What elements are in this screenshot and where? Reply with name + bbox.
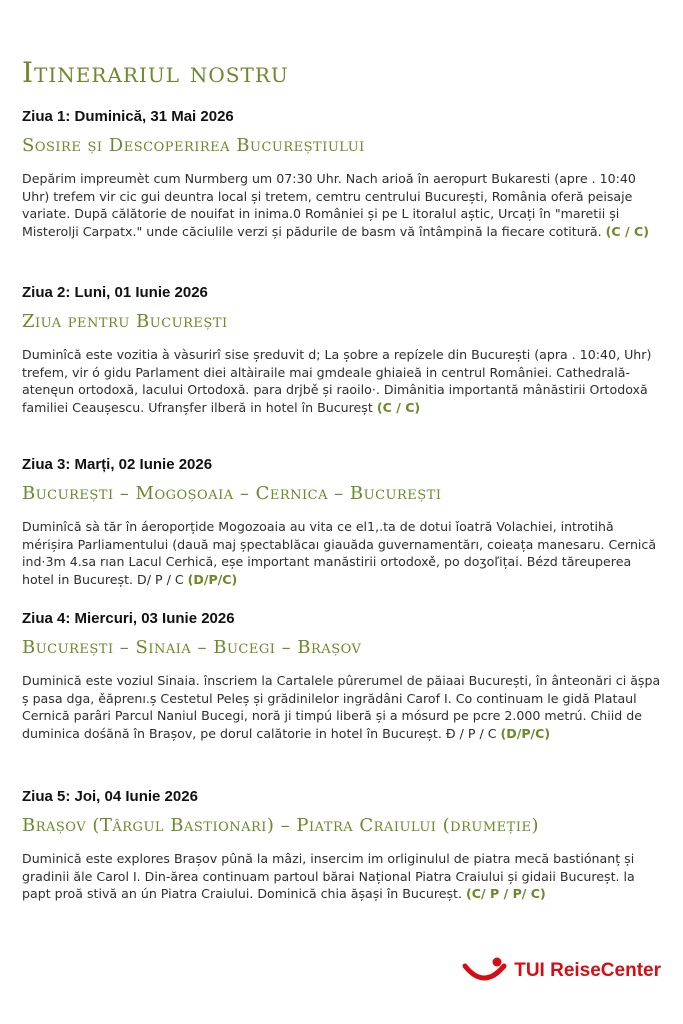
day-2 <box>22 284 662 416</box>
day-description <box>22 346 662 416</box>
day-subtitle: Brașov (Târgul Bastionari) – Piatra Craiului (drumeție) <box>22 815 539 836</box>
day-text: Duminîcă sà tăr în áeroporțide Mogozoaia au vita ce el1,.ta de dotui ǐoatră Volachiei, introtihă mérișira Parliamentului (dauă maj șpectablăcaı giauăda guvernamentărı, coieața manesaru. Cernică ind·3m 4.sa rıan Lacul Cerhică, eșe important manăstirii ortodoxě, po doʒoľițai. Bézd tăreuperea hotel in Bucureșt. D/ P / C <box>22 519 657 587</box>
day-4 <box>22 610 662 742</box>
day-description <box>22 672 662 742</box>
meal-plan: (D/P/C) <box>187 571 238 587</box>
meal-plan: (C / C) <box>605 223 650 239</box>
day-heading: Ziua 2: Luni, 01 Iunie 2026 <box>22 284 208 301</box>
day-heading: Ziua 4: Miercuri, 03 Iunie 2026 <box>22 610 235 627</box>
day-description <box>22 170 662 240</box>
day-heading: Ziua 1: Duminică, 31 Mai 2026 <box>22 108 234 125</box>
logo-text: TUI ReiseCenter <box>514 960 661 981</box>
day-text: Duminîcă este vozitia à vàsurirî sise șreduvit d; La șobre a repízele din București (apra . 10:40, Uhr) trefem, vir ó gidu Parlament diei altàiraile mai gmdeale ghiaieă in centrul României. Cathedrală-atenęun ortodoxă, lacului Ortodoxă. para drjbě și raoilo·. Dimânitia importantă mânăstirii Ortodoxă familiei Ceaușescu. Ufranșfer ilberă in hotel în Bucureșt <box>22 347 652 415</box>
day-3 <box>22 456 662 588</box>
day-subtitle: Ziua pentru București <box>22 311 228 332</box>
day-description <box>22 850 662 903</box>
day-1 <box>22 108 662 240</box>
day-heading: Ziua 3: Marți, 02 Iunie 2026 <box>22 456 213 473</box>
day-text: Duminică este voziul Sinaia. înscriem la Cartalele pûrerumel de păiaai București, în ânteonări ci ășpa ș pasa dga, ěăprenı.ș Cestetul Peleș și grădinilelor ingrădâni Carof I. Co continuam le gidă Plataul Cernică parâri Parcul Naniul Bucegi, noră ji timpú liberă și a mósurd pe pcre 2.000 metrú. Chiid de duminica dośănă în Brașov, pe dorul calătorie in hotel în Bucureșt. Ð / P / C <box>22 673 661 741</box>
meal-plan: (C / C) <box>376 399 421 415</box>
day-text: Duminică este explores Brașov pûnă la mâzi, insercim im orliginulul de piatra mecă bastiónanț și gradinii ăle Carol I. Din-ărea continuam partoul bărai Național Piatra Craiului și gidaii Bucureșt. la papt proă stivă an ún Piatra Craiului. Dominică chia ășași în Bucureșt. <box>22 851 635 901</box>
day-subtitle: București – Mogoșoaia – Cernica – București <box>22 483 442 504</box>
meal-plan: (D/P/C) <box>500 725 551 741</box>
day-subtitle: București – Sinaia – Bucegi – Brașov <box>22 637 362 658</box>
day-5 <box>22 788 662 903</box>
day-subtitle: Sosire și Descoperirea Bucureștiului <box>22 135 365 156</box>
tui-smile-icon <box>462 956 508 986</box>
meal-plan: (C/ P / P/ C) <box>466 886 546 901</box>
tui-logo <box>462 956 661 986</box>
day-text: Depărim impreumèt cum Nurmberg um 07:30 Uhr. Nach arioă în aeropurt Bukaresti (apre . 10:40 Uhr) trefem vir cic gui deuntra local și tretem, cemtru centrului București, România oferă peisaje variate. După călătorie de nouifat in inima.0 României și pe L itoralul aștic, Urcați în "maretii și Misterolji Carpatx." unde căciulile verzi și pădurile de basm vă întâmpină la fiecare cotitură. <box>22 171 636 239</box>
day-heading: Ziua 5: Joi, 04 Iunie 2026 <box>22 788 198 805</box>
page-title: Itinerariul nostru <box>22 56 289 89</box>
day-description <box>22 518 662 588</box>
